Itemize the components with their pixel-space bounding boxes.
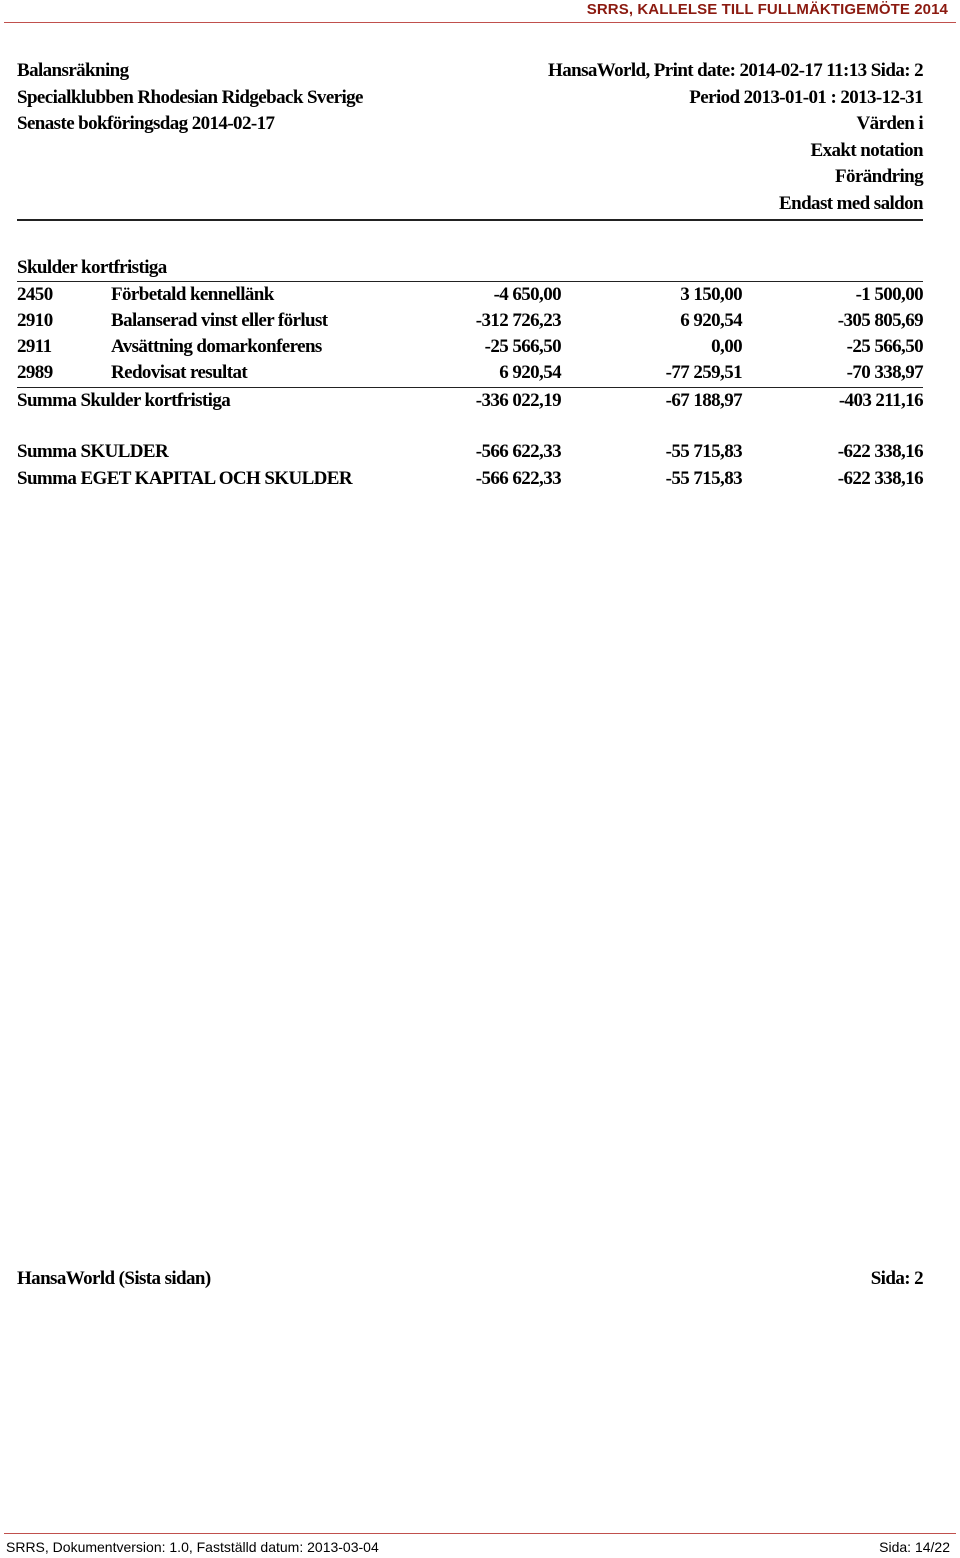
sum-rule	[17, 387, 923, 388]
opening-value: -566 622,33	[475, 441, 561, 462]
account-number: 2910	[17, 310, 53, 331]
change-value: -55 715,83	[665, 468, 742, 489]
balance-only-option: Endast med saldon	[779, 192, 923, 214]
change-value: -67 188,97	[665, 390, 742, 411]
report-header-right	[548, 58, 923, 217]
account-name: Förbetald kennellänk	[111, 284, 274, 305]
print-info: HansaWorld, Print date: 2014-02-17 11:13 Sida: 2	[548, 60, 923, 81]
organization-name: Specialklubben Rhodesian Ridgeback Sverige	[17, 86, 363, 108]
opening-value: 6 920,54	[499, 362, 561, 383]
report-header-left	[17, 58, 363, 138]
header-divider	[4, 22, 956, 23]
closing-value: -25 566,50	[846, 336, 923, 357]
closing-value: -622 338,16	[837, 441, 923, 462]
opening-value: -4 650,00	[493, 284, 561, 305]
account-number: 2450	[17, 284, 53, 305]
change-value: 6 920,54	[680, 310, 742, 331]
header-rule	[17, 219, 923, 221]
values-in: Värden i	[856, 113, 923, 134]
account-number: 2989	[17, 362, 53, 383]
total-row	[17, 441, 923, 467]
closing-value: -305 805,69	[837, 310, 923, 331]
document-footer	[0, 1530, 960, 1558]
closing-value: -70 338,97	[846, 362, 923, 383]
closing-value: -1 500,00	[855, 284, 923, 305]
report-title: Balansräkning	[17, 60, 129, 81]
period: Period 2013-01-01 : 2013-12-31	[689, 86, 923, 108]
document-title: SRRS, KALLELSE TILL FULLMÄKTIGEMÖTE 2014	[586, 1, 948, 18]
change-value: 3 150,00	[680, 284, 742, 305]
document-page-number: Sida: 14/22	[879, 1539, 950, 1555]
opening-value: -25 566,50	[484, 336, 561, 357]
change-value: -77 259,51	[665, 362, 742, 383]
account-number: 2911	[17, 336, 52, 357]
total-row	[17, 468, 923, 494]
section-title: Skulder kortfristiga	[17, 257, 167, 278]
change-option: Förändring	[835, 166, 923, 187]
table-row	[17, 362, 923, 388]
opening-value: -566 622,33	[475, 468, 561, 489]
report-footer-left: HansaWorld (Sista sidan)	[17, 1268, 211, 1289]
report-footer-page: Sida: 2	[870, 1268, 923, 1289]
change-value: -55 715,83	[665, 441, 742, 462]
table-row	[17, 310, 923, 336]
document-version: SRRS, Dokumentversion: 1.0, Fastställd datum: 2013-03-04	[6, 1539, 379, 1555]
footer-divider	[4, 1533, 956, 1534]
document-header	[0, 0, 960, 24]
table-row	[17, 284, 923, 310]
opening-value: -312 726,23	[475, 310, 561, 331]
last-booking-date: Senaste bokföringsdag 2014-02-17	[17, 113, 275, 134]
change-value: 0,00	[711, 336, 742, 357]
total-label: Summa SKULDER	[17, 441, 169, 462]
closing-value: -403 211,16	[838, 390, 923, 411]
opening-value: -336 022,19	[475, 390, 561, 411]
account-name: Avsättning domarkonferens	[111, 336, 322, 357]
closing-value: -622 338,16	[837, 468, 923, 489]
table-row	[17, 336, 923, 362]
notation: Exakt notation	[810, 139, 923, 161]
section-rule	[17, 281, 923, 282]
sum-label: Summa Skulder kortfristiga	[17, 390, 231, 411]
total-label: Summa EGET KAPITAL OCH SKULDER	[17, 468, 352, 489]
account-name: Redovisat resultat	[111, 362, 248, 383]
section-sum-row	[17, 390, 923, 416]
account-name: Balanserad vinst eller förlust	[111, 310, 328, 331]
